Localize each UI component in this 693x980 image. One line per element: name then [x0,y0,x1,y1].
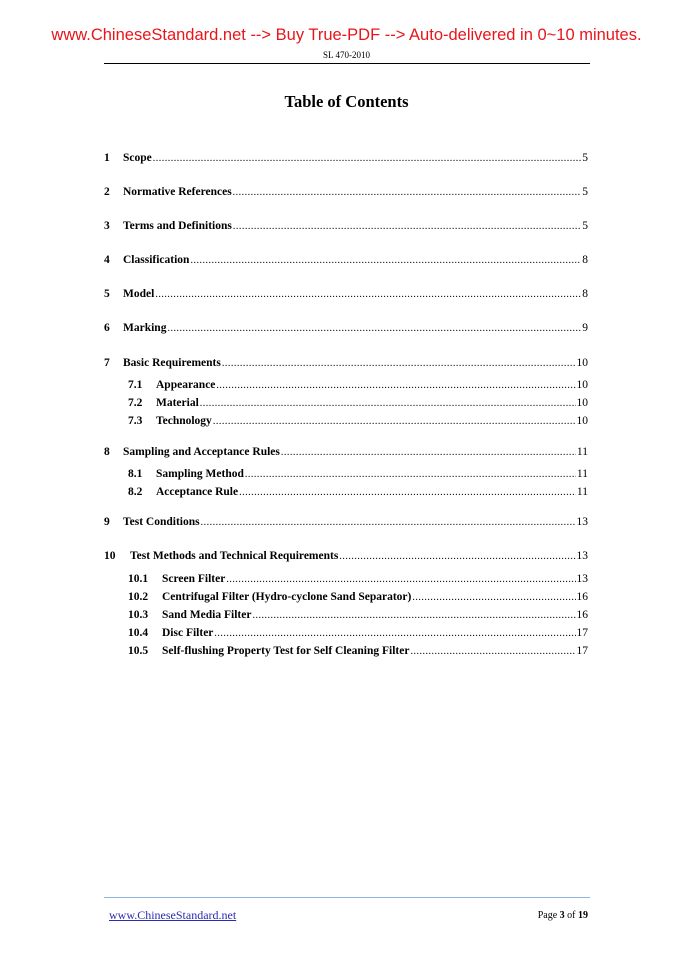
toc-leader-dots [339,551,575,562]
toc-entry-number: 7.2 [128,397,143,409]
toc-entry-title: Self-flushing Property Test for Self Cleaning Filter [162,645,410,657]
toc-entry-screen-filter[interactable] [128,573,588,589]
toc-entry-page: 13 [576,516,588,528]
toc-entry-number: 8.1 [128,468,143,480]
toc-entry-number: 6 [104,322,110,334]
toc-entry-title: Sampling Method [156,468,244,480]
toc-leader-dots [200,398,576,409]
footer-site-link[interactable]: www.ChineseStandard.net [109,908,237,922]
toc-entry-title: Marking [123,322,167,334]
toc-entry-number: 10.4 [128,627,149,639]
toc-entry-page: 5 [582,220,588,232]
toc-entry-disc-filter[interactable] [128,627,588,643]
toc-entry-number: 10.5 [128,645,149,657]
toc-leader-dots [412,592,575,603]
toc-entry-number: 7.3 [128,415,143,427]
document-code: SL 470-2010 [323,50,370,60]
toc-entry-page: 10 [576,415,588,427]
toc-entry-centrifugal-filter[interactable] [128,591,588,607]
toc-entry-page: 13 [576,550,588,562]
toc-entry-number: 3 [104,220,110,232]
toc-leader-dots [167,323,581,334]
toc-entry-self-flushing-test[interactable] [128,645,588,661]
toc-leader-dots [213,416,576,427]
toc-entry-title: Centrifugal Filter (Hydro-cyclone Sand Separator) [162,591,412,603]
toc-entry-title: Normative References [123,186,232,198]
toc-entry-sand-media-filter[interactable] [128,609,588,625]
toc-entry-title: Material [156,397,199,409]
page-word: Page [537,910,558,921]
toc-leader-dots [222,358,576,369]
toc-leader-dots [155,289,581,300]
toc-entry-page: 5 [582,186,588,198]
toc-entry-classification[interactable] [104,254,588,270]
toc-entry-title: Test Conditions [123,516,200,528]
toc-entry-title: Terms and Definitions [123,220,232,232]
total-pages: 19 [578,910,588,921]
toc-entry-page: 11 [576,486,588,498]
toc-entry-page: 10 [576,357,588,369]
toc-entry-normative-references[interactable] [104,186,588,202]
toc-entry-title: Model [123,288,155,300]
page-number [538,910,588,921]
toc-entry-test-conditions[interactable] [104,516,588,532]
toc-entry-page: 9 [582,322,588,334]
toc-leader-dots [410,646,575,657]
toc-entry-material[interactable] [128,397,588,413]
toc-entry-title: Acceptance Rule [156,486,239,498]
toc-entry-page: 11 [576,468,588,480]
toc-entry-page: 10 [576,397,588,409]
toc-entry-title: Scope [123,152,152,164]
toc-leader-dots [214,628,575,639]
toc-entry-page: 17 [576,645,588,657]
toc-entry-page: 16 [576,591,588,603]
toc-entry-number: 8.2 [128,486,143,498]
toc-entry-marking[interactable] [104,322,588,338]
toc-entry-number: 4 [104,254,110,266]
toc-entry-page: 16 [576,609,588,621]
purchase-banner-link[interactable]: www.ChineseStandard.net --> Buy True-PDF --> Auto-delivered in 0~10 minutes. [51,26,642,44]
toc-leader-dots [233,187,582,198]
toc-entry-technology[interactable] [128,415,588,431]
toc-entry-number: 5 [104,288,110,300]
toc-entry-page: 11 [576,446,588,458]
toc-entry-title: Sand Media Filter [162,609,252,621]
toc-entry-title: Basic Requirements [123,357,221,369]
toc-entry-number: 7 [104,357,110,369]
toc-entry-title: Screen Filter [162,573,226,585]
toc-leader-dots [153,153,582,164]
toc-entry-number: 10.2 [128,591,149,603]
toc-leader-dots [226,574,575,585]
footer-divider [104,897,590,898]
toc-entry-page: 10 [576,379,588,391]
toc-entry-page: 5 [582,152,588,164]
toc-entry-basic-requirements[interactable] [104,357,588,373]
toc-entry-appearance[interactable] [128,379,588,395]
toc-entry-page: 13 [576,573,588,585]
toc-entry-page: 8 [582,288,588,300]
toc-entry-title: Appearance [156,379,216,391]
header-divider [104,63,590,64]
toc-leader-dots [233,221,581,232]
toc-entry-title: Test Methods and Technical Requirements [130,550,339,562]
toc-entry-title: Classification [123,254,190,266]
toc-entry-number: 9 [104,516,110,528]
toc-leader-dots [216,380,575,391]
toc-entry-number: 1 [104,152,110,164]
toc-entry-test-methods[interactable] [104,550,588,566]
toc-entry-page: 8 [582,254,588,266]
toc-entry-title: Disc Filter [162,627,214,639]
toc-entry-title: Sampling and Acceptance Rules [123,446,280,458]
toc-leader-dots [190,255,581,266]
toc-leader-dots [281,447,576,458]
toc-entry-sampling-and-acceptance-rules[interactable] [104,446,588,462]
toc-leader-dots [239,487,576,498]
toc-entry-title: Technology [156,415,212,427]
current-page: 3 [559,910,565,921]
toc-entry-page: 17 [576,627,588,639]
toc-entry-scope[interactable] [104,152,588,168]
toc-entry-acceptance-rule[interactable] [128,486,588,502]
toc-entry-terms-and-definitions[interactable] [104,220,588,236]
toc-entry-model[interactable] [104,288,588,304]
of-word: of [567,910,576,921]
toc-leader-dots [252,610,575,621]
toc-entry-number: 8 [104,446,110,458]
toc-heading: Table of Contents [284,92,409,111]
toc-entry-number: 10.3 [128,609,149,621]
toc-entry-number: 10.1 [128,573,149,585]
toc-leader-dots [245,469,576,480]
toc-entry-number: 7.1 [128,379,143,391]
toc-leader-dots [201,517,576,528]
toc-entry-sampling-method[interactable] [128,468,588,484]
toc-entry-number: 2 [104,186,110,198]
toc-entry-number: 10 [104,550,116,562]
